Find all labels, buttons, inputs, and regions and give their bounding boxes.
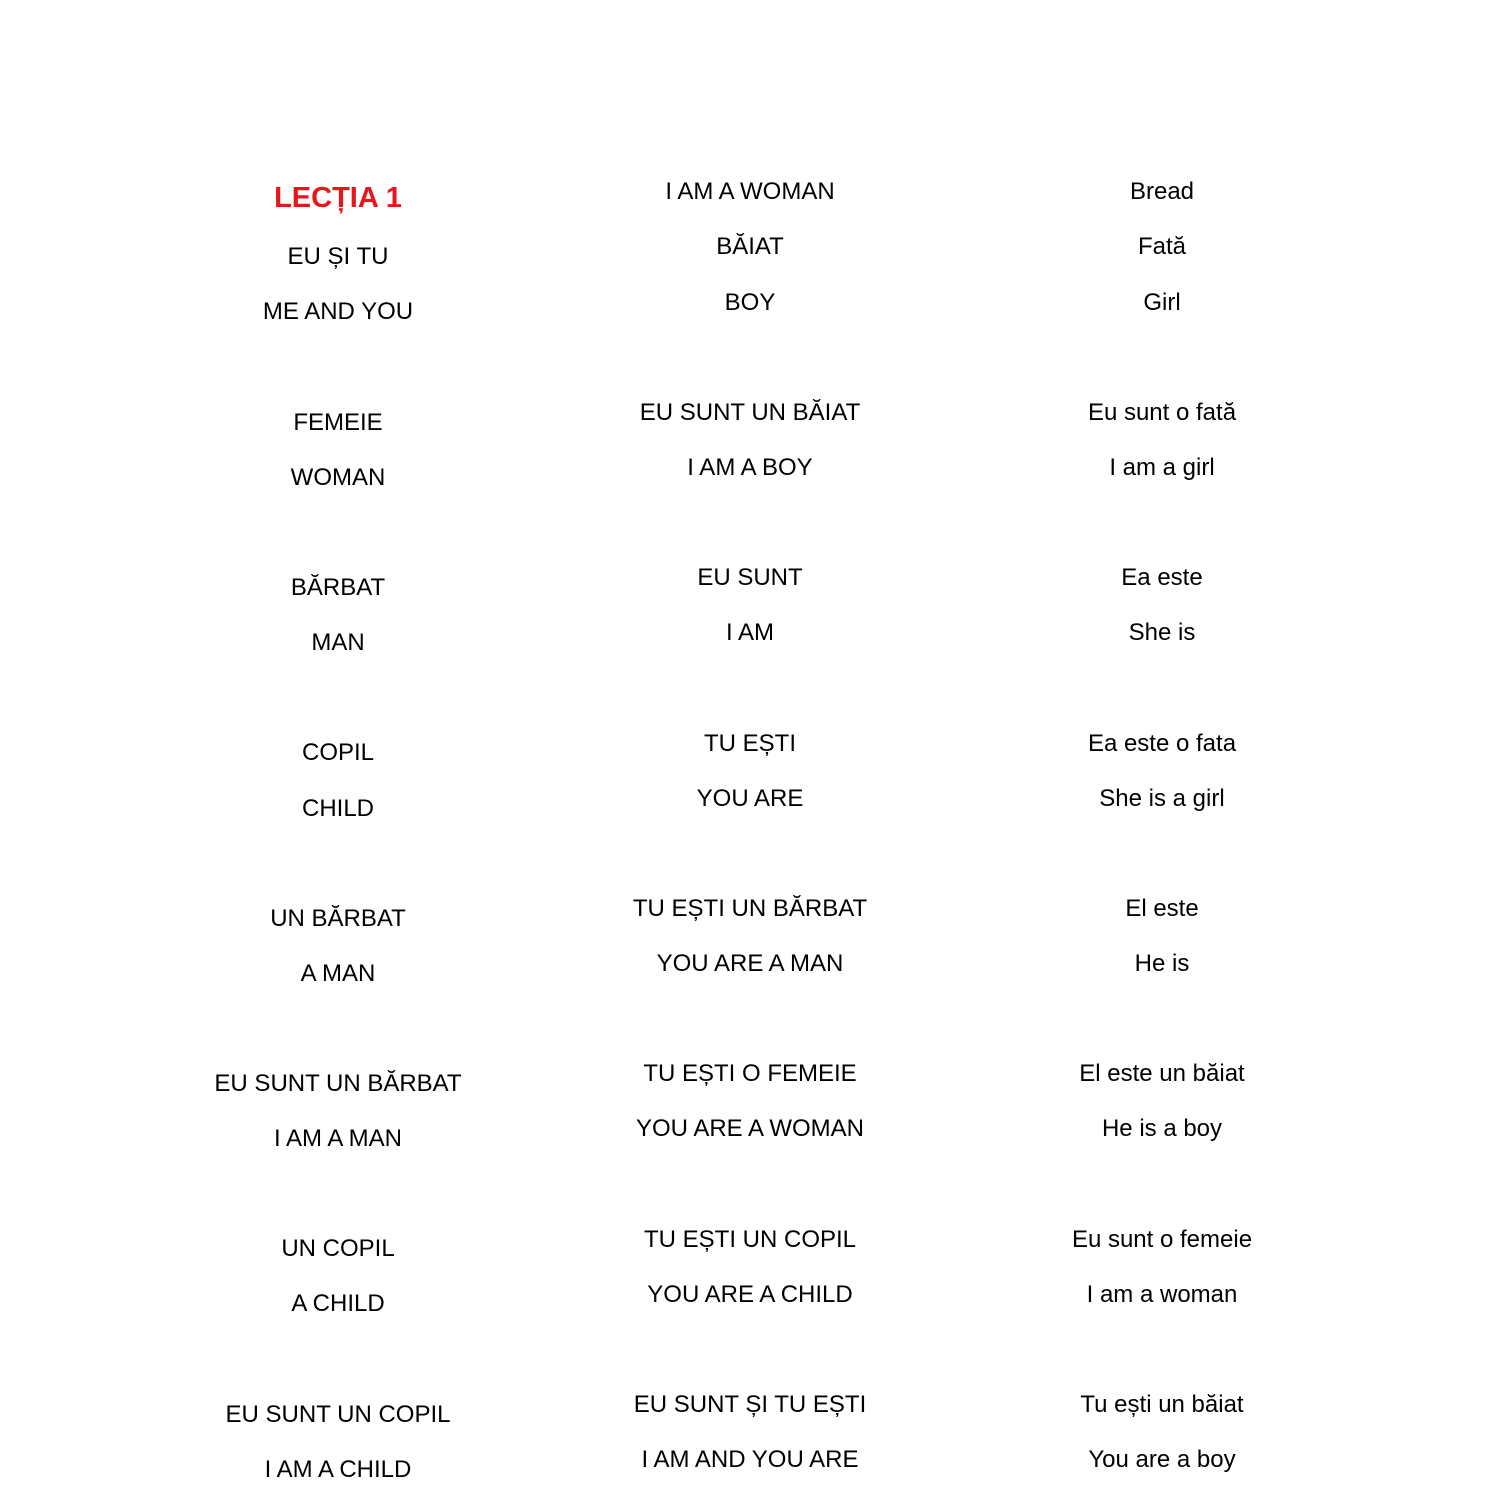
vocab-line: A CHILD [291, 1290, 385, 1317]
vocab-line: UN BĂRBAT [270, 905, 406, 932]
vocab-line: EU SUNT UN BĂIAT [639, 399, 861, 426]
vocab-line: YOU ARE A MAN [656, 950, 844, 977]
vocab-line: YOU ARE A CHILD [647, 1281, 853, 1308]
vocab-line: Fată [1137, 233, 1187, 260]
vocab-line: I AM AND YOU ARE [641, 1446, 859, 1473]
vocab-line: MAN [311, 629, 365, 656]
vocab-line: He is a boy [1101, 1115, 1223, 1142]
vocab-line: TU EȘTI O FEMEIE [643, 1060, 857, 1087]
vocab-line: I am a woman [1086, 1281, 1238, 1308]
vocab-line: Eu sunt o fată [1087, 399, 1237, 426]
vocab-line: TU EȘTI [703, 730, 796, 757]
vocab-line: ME AND YOU [262, 298, 414, 325]
vocab-line: I AM A WOMAN [665, 178, 835, 205]
vocab-line: BOY [724, 289, 776, 316]
vocab-line: She is a girl [1099, 785, 1225, 812]
vocab-line: EU SUNT [697, 564, 803, 591]
vocab-line: I AM A MAN [273, 1125, 403, 1152]
vocab-line: He is [1134, 950, 1190, 977]
vocab-line: I AM A CHILD [264, 1456, 412, 1483]
vocab-line: FEMEIE [293, 409, 383, 436]
vocab-line: COPIL [301, 739, 375, 766]
vocab-line: CHILD [301, 795, 374, 822]
vocab-line: I AM [725, 619, 774, 646]
vocab-line: YOU ARE A WOMAN [635, 1115, 865, 1142]
vocab-line: A MAN [300, 960, 376, 987]
vocab-line: EU SUNT UN BĂRBAT [214, 1070, 462, 1097]
vocab-line: EU ȘI TU [287, 243, 389, 270]
vocab-line: EU SUNT UN COPIL [225, 1401, 451, 1428]
vocab-line: I AM A BOY [687, 454, 813, 481]
vocab-line: Girl [1143, 289, 1181, 316]
lesson-title: LECȚIA 1 [274, 182, 402, 214]
vocab-line: She is [1128, 619, 1196, 646]
vocab-line: You are a boy [1088, 1446, 1236, 1473]
vocab-line: TU EȘTI UN COPIL [643, 1226, 857, 1253]
vocab-line: Ea este [1121, 564, 1203, 591]
vocab-line: TU EȘTI UN BĂRBAT [632, 895, 868, 922]
vocab-line: YOU ARE [696, 785, 804, 812]
vocab-line: Tu ești un băiat [1080, 1391, 1244, 1418]
vocab-line: UN COPIL [281, 1235, 395, 1262]
vocab-line: EU SUNT ȘI TU EȘTI [633, 1391, 867, 1418]
vocab-line: BĂRBAT [290, 574, 386, 601]
vocab-line: I am a girl [1109, 454, 1215, 481]
vocab-line: WOMAN [290, 464, 386, 491]
vocab-line: El este [1125, 895, 1199, 922]
vocab-line: Ea este o fata [1087, 730, 1237, 757]
vocab-line: BĂIAT [716, 233, 784, 260]
vocab-line: Eu sunt o femeie [1071, 1226, 1253, 1253]
vocab-line: El este un băiat [1079, 1060, 1245, 1087]
vocab-line: Bread [1129, 178, 1195, 205]
